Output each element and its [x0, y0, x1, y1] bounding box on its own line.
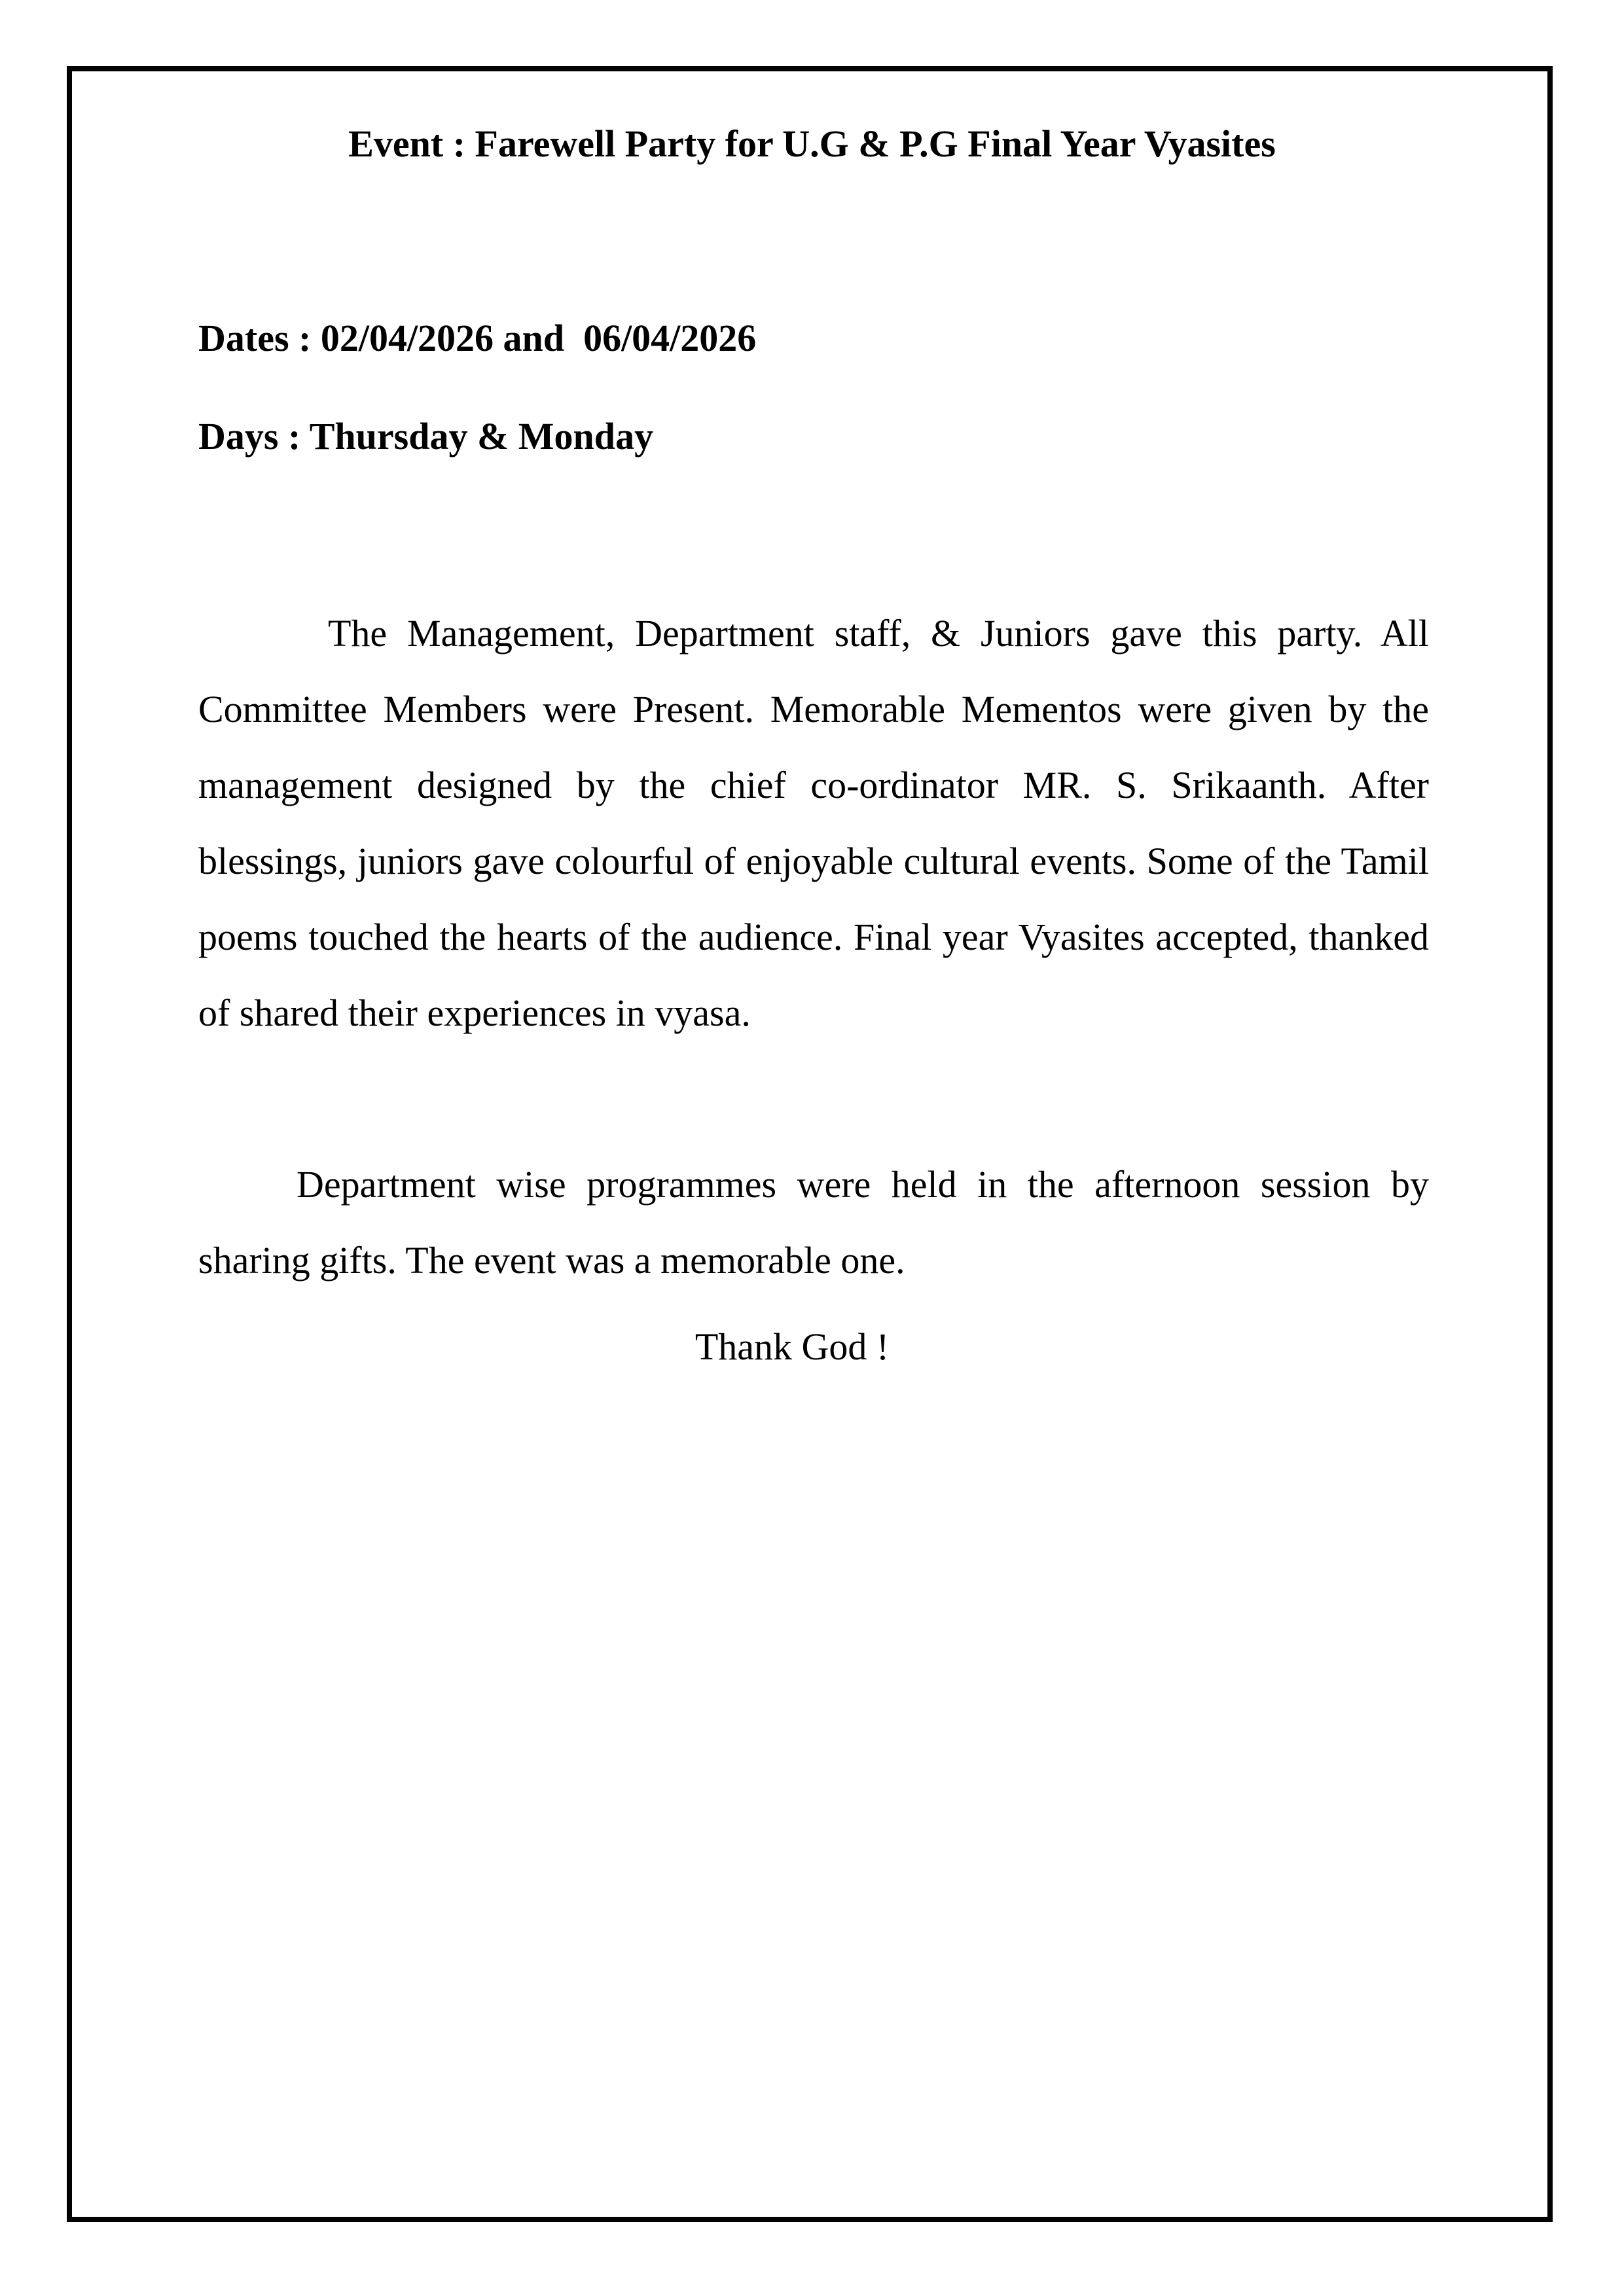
report-paragraph-2: Department wise programmes were held in the afternoon session by sharing gifts. The event was a memorable one. — [198, 1163, 1429, 1282]
event-days: Days : Thursday & Monday — [198, 415, 654, 457]
report-paragraph-1: The Management, Department staff, & Juniors gave this party. All Committee Members were Present. Memorable Mementos were given by the management designed by the chief co-ordinator MR. S. Srikaanth. After blessings, juniors gave colourful of enjoyable cultural events. Some of the Tamil poems touched the hearts of the audience. Final year Vyasites accepted, thanked of shared their experiences in vyasa. — [198, 612, 1429, 1034]
page-border — [67, 66, 1553, 2222]
closing-line: Thank God ! — [695, 1325, 890, 1368]
event-dates: Dates : 02/04/2026 and 06/04/2026 — [198, 317, 757, 359]
event-title: Event : Farewell Party for U.G & P.G Final Year Vyasites — [348, 122, 1276, 165]
